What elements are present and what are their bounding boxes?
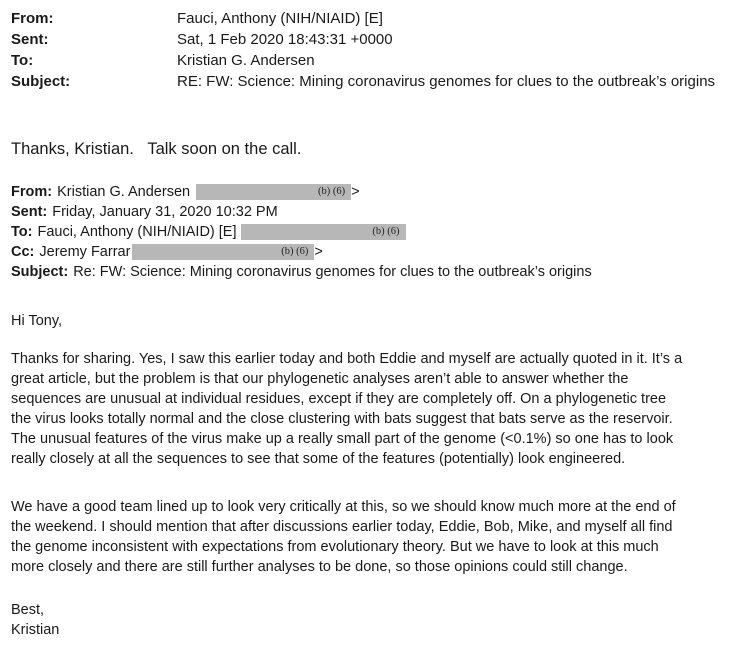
paragraph-line: the weekend. I should mention that after discussions earlier today, Eddie, Bob, Mike, and myself all find — [11, 519, 673, 535]
quoted-email-header — [11, 182, 592, 282]
subject-value: RE: FW: Science: Mining coronavirus genomes for clues to the outbreak’s origins — [177, 73, 716, 90]
paragraph-line: more closely and there are still further analyses to be done, so those opinions could still change. — [11, 559, 628, 575]
redaction-box — [196, 184, 351, 200]
paragraph-line: sequences are unusual at individual residues, except if they are completely off. On a phylogenetic tree — [11, 391, 667, 407]
quoted-to-label: To: — [11, 224, 33, 240]
paragraph-line: really closely at all the sequences to see that some of the features (potentially) look engineered. — [11, 451, 626, 467]
sent-label: Sent: — [11, 31, 49, 48]
signoff — [11, 600, 746, 640]
paragraph-line: The unusual features of the virus make up a really small part of the genome (<0.1%) so one has to look — [11, 431, 674, 447]
to-value: Kristian G. Andersen — [177, 52, 315, 69]
quoted-to-row — [11, 222, 592, 242]
reply-text: Thanks, Kristian. Talk soon on the call. — [11, 140, 302, 158]
quoted-subject-label: Subject: — [11, 264, 69, 280]
redaction-code: (b) (6) — [281, 246, 309, 257]
redaction-code: (b) (6) — [317, 186, 346, 197]
quoted-from-row — [11, 182, 592, 202]
redaction-code: (b) (6) — [372, 226, 400, 237]
outer-to-row — [11, 50, 715, 71]
to-label: To: — [11, 52, 34, 69]
from-label: From: — [11, 10, 54, 27]
paragraph-2 — [11, 497, 746, 577]
quoted-from-value: Kristian G. Andersen — [57, 184, 191, 200]
paragraph-line: the genome inconsistent with expectations from evolutionary theory. But we have to look at this much — [11, 539, 659, 555]
quoted-cc-label: Cc: — [11, 244, 35, 260]
angle-bracket: > — [351, 184, 360, 200]
quoted-cc-value: Jeremy Farrar — [39, 244, 131, 260]
paragraph-line: great article, but the problem is that our phylogenetic analyses aren’t able to answer whether the — [11, 371, 629, 387]
paragraph-line: Thanks for sharing. Yes, I saw this earlier today and both Eddie and myself are actually quoted in it. It’s a — [11, 351, 683, 367]
redaction-box — [241, 224, 406, 240]
outer-sent-row — [11, 29, 715, 50]
outer-from-row — [11, 8, 715, 29]
paragraph-line: the virus looks totally normal and the close clustering with bats suggest that bats serve as the reservoir. — [11, 411, 673, 427]
quoted-cc-row — [11, 242, 592, 262]
quoted-sent-row — [11, 202, 592, 222]
angle-bracket: > — [314, 244, 323, 260]
closing: Best, — [11, 602, 45, 618]
subject-label: Subject: — [11, 73, 71, 90]
greeting: Hi Tony, — [11, 313, 63, 329]
quoted-sent-label: Sent: — [11, 204, 48, 220]
quoted-from-label: From: — [11, 184, 53, 200]
paragraph-1 — [11, 349, 746, 469]
sent-value: Sat, 1 Feb 2020 18:43:31 +0000 — [177, 31, 393, 48]
quoted-subject-row — [11, 262, 592, 282]
outer-email-header — [11, 8, 715, 92]
quoted-subject-value: Re: FW: Science: Mining coronavirus genomes for clues to the outbreak’s origins — [73, 264, 592, 280]
quoted-to-value: Fauci, Anthony (NIH/NIAID) [E] — [37, 224, 237, 240]
quoted-sent-value: Friday, January 31, 2020 10:32 PM — [52, 204, 278, 220]
redaction-box — [132, 244, 314, 260]
from-value: Fauci, Anthony (NIH/NIAID) [E] — [177, 10, 383, 27]
signature: Kristian — [11, 622, 60, 638]
paragraph-line: We have a good team lined up to look very critically at this, so we should know much more at the end of — [11, 499, 676, 515]
outer-subject-row — [11, 71, 715, 92]
